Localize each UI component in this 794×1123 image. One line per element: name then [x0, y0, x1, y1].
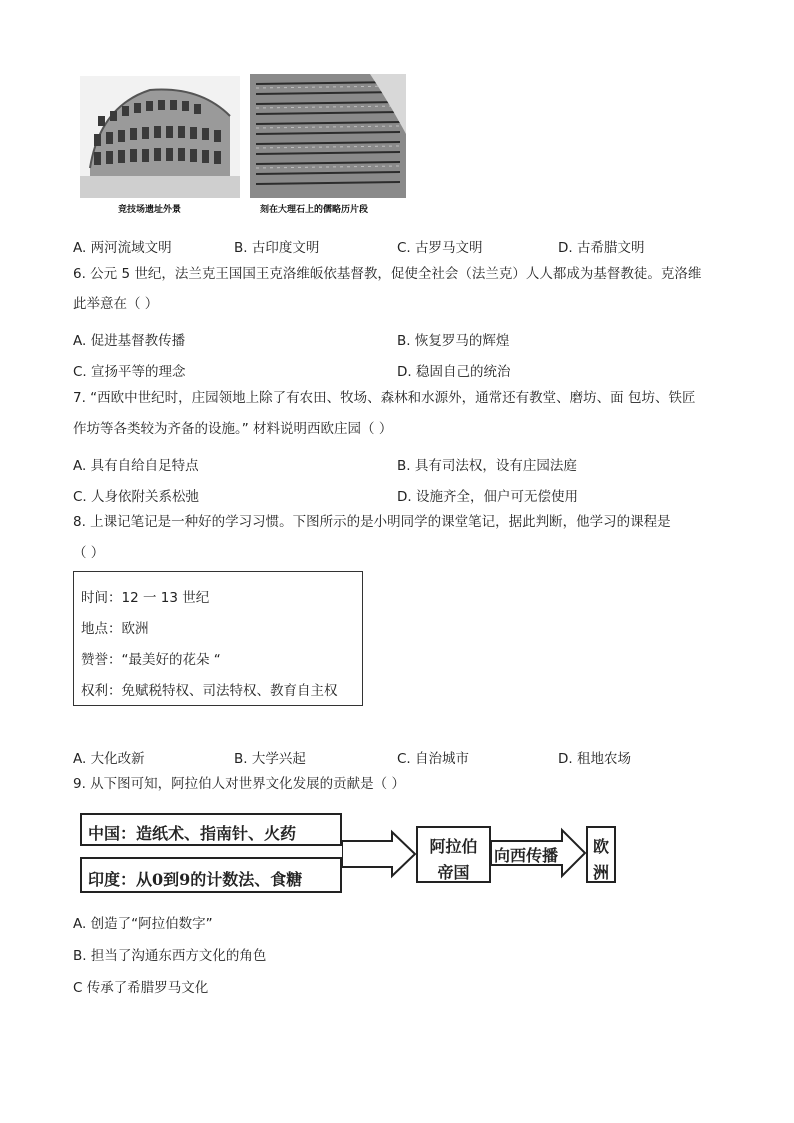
q5-option-a[interactable]: A. 两河流域文明	[73, 240, 172, 256]
julian-calendar-tablet-photo	[250, 74, 406, 198]
q9-option-a[interactable]: A. 创造了“阿拉伯数字”	[73, 916, 213, 932]
q8-option-b[interactable]: B. 大学兴起	[234, 751, 306, 767]
flow-europe-line1: 欧	[592, 837, 609, 856]
q7-option-d[interactable]: D. 设施齐全，佃户可无偿使用	[397, 489, 578, 505]
q9-stem: 9. 从下图可知，阿拉伯人对世界文化发展的贡献是（ ）	[73, 776, 405, 792]
q6-option-a[interactable]: A. 促进基督教传播	[73, 333, 186, 349]
q7-stem-line1: 7. “西欧中世纪时，庄园领地上除了有农田、牧场、森林和水源外，通常还有教堂、磨坊、面 包坊、铁匠	[73, 390, 696, 406]
flow-india-text: 印度：从0到9的计数法、食糖	[88, 870, 303, 889]
flow-china-text: 中国：造纸术、指南针、火药	[88, 824, 297, 843]
q7-option-a[interactable]: A. 具有自给自足特点	[73, 458, 199, 474]
flow-china-box	[80, 813, 342, 846]
q5-option-b[interactable]: B. 古印度文明	[234, 240, 320, 256]
q7-stem-line2: 作坊等各类较为齐备的设施。” 材料说明西欧庄园（ ）	[73, 421, 393, 437]
flow-india-box	[80, 857, 342, 893]
flow-europe-line2: 洲	[592, 863, 609, 882]
q9-option-c[interactable]: C 传承了希腊罗马文化	[73, 980, 209, 996]
q8-stem-line1: 8. 上课记笔记是一种好的学习习惯。下图所示的是小明同学的课堂笔记，据此判断，他学习的课程是	[73, 514, 671, 530]
q6-option-d[interactable]: D. 稳固自己的统治	[397, 364, 511, 380]
class-notes-box	[73, 571, 363, 706]
note-rights: 权利：免赋税特权、司法特权、教育自主权	[81, 683, 338, 699]
q8-option-a[interactable]: A. 大化改新	[73, 751, 145, 767]
flow-arab-line2: 帝国	[437, 863, 470, 882]
note-praise: 赞誉：“最美好的花朵 “	[81, 652, 221, 668]
q8-option-d[interactable]: D. 租地农场	[558, 751, 631, 767]
q7-option-c[interactable]: C. 人身依附关系松弛	[73, 489, 200, 505]
flow-europe-box	[586, 826, 616, 883]
flow-transmit-label: 向西传播	[494, 846, 559, 865]
tablet-caption: 刻在大理石上的儒略历片段	[260, 205, 369, 215]
q6-stem-line2: 此举意在（ ）	[73, 296, 159, 312]
colosseum-caption: 竞技场遗址外景	[118, 205, 182, 215]
q6-option-c[interactable]: C. 宣扬平等的理念	[73, 364, 186, 380]
note-time: 时间：12 一 13 世纪	[81, 590, 210, 606]
q8-option-c[interactable]: C. 自治城市	[397, 751, 470, 767]
colosseum-photo	[80, 76, 240, 198]
note-place: 地点：欧洲	[81, 621, 149, 637]
flow-arab-line1: 阿拉伯	[429, 837, 478, 856]
q9-option-b[interactable]: B. 担当了沟通东西方文化的角色	[73, 948, 267, 964]
q7-option-b[interactable]: B. 具有司法权，设有庄园法庭	[397, 458, 577, 474]
flow-arab-box	[416, 826, 491, 883]
q6-option-b[interactable]: B. 恢复罗马的辉煌	[397, 333, 510, 349]
q8-stem-line2: （ ）	[73, 545, 105, 561]
q5-option-c[interactable]: C. 古罗马文明	[397, 240, 483, 256]
q5-option-d[interactable]: D. 古希腊文明	[558, 240, 645, 256]
q6-stem-line1: 6. 公元 5 世纪，法兰克王国国王克洛维皈依基督教，促使全社会（法兰克）人人都成为基督教徒。克洛维	[73, 266, 702, 282]
